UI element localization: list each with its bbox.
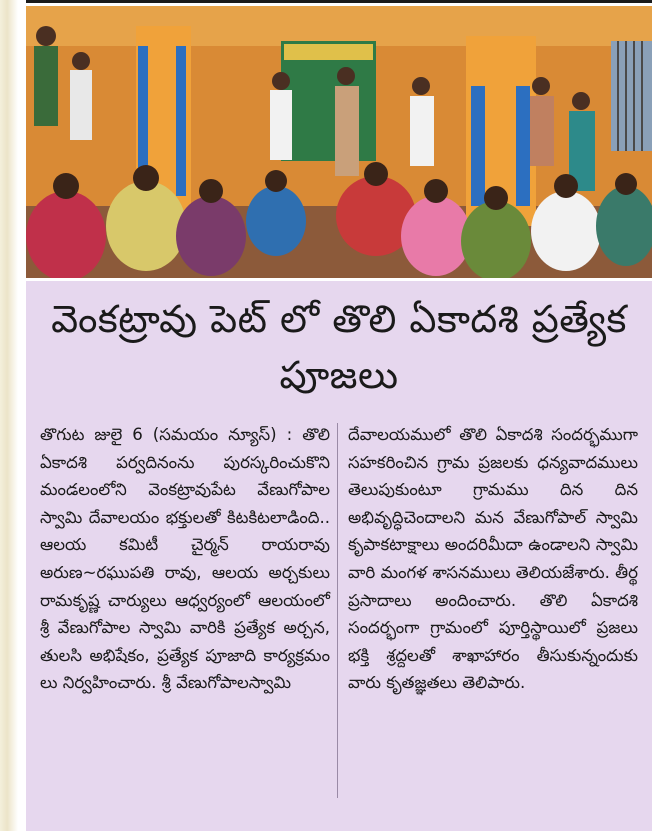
page-margin-strip xyxy=(0,0,18,831)
article-body-left-column: తొగుట జులై 6 (సమయం న్యూస్) : తొలి ఏకాదశి పర్వదినంను పురస్కరించుకొని మండలంలోని వెంకట్రావుపేట వేణుగోపాల స్వామి దేవాలయం భక్తులతో కిటకిటలాడింది.. ఆలయ కమిటీ చైర్మన్ రాయరావు అరుణ~రఘుపతి రావు, ఆలయ అర్చకులు రామకృష్ణ చార్యులు ఆధ్వర్యంలో ఆలయంలో శ్రీ వేణుగోపాల స్వామి వారికి ప్రత్యేక అర్చన, తులసి అభిషేకం, ప్రత్యేక పూజాది కార్యక్రమం లు నిర్వహించారు. శ్రీ వేణుగోపాలస్వామి xyxy=(40,425,330,693)
temple-devotees-photo xyxy=(26,6,652,278)
article-body-right-column: దేవాలయములో తొలి ఏకాదశి సందర్భముగా సహకరించిన గ్రామ ప్రజలకు ధన్యవాదములు తెలుపుకుంటూ గ్రామము దిన దిన అభివృద్ధిచెందాలని మన వేణుగోపాల్ స్వామి కృపాకటాక్షాలు అందరిమీదా ఉండాలని స్వామి వారి మంగళ శాసనములు తెలియజేశారు. తీర్థ ప్రసాదాలు అందించారు. తొలి ఏకాదశి సందర్భంగా గ్రామంలో పూర్తిస్థాయిలో ప్రజలు భక్తి శ్రద్దలతో శాఖాహారం తీసుకున్నందుకు వారు కృతజ్ఞతలు తెలిపారు. xyxy=(348,425,638,693)
article-headline xyxy=(26,291,652,403)
news-article xyxy=(26,281,652,831)
top-rule xyxy=(26,0,652,3)
column-divider xyxy=(337,423,338,798)
headline-line-2: పూజలు xyxy=(279,353,399,397)
headline-line-1: వెంకట్రావు పెట్ లో తొలి ఏకాదశి ప్రత్యేక xyxy=(51,297,627,341)
